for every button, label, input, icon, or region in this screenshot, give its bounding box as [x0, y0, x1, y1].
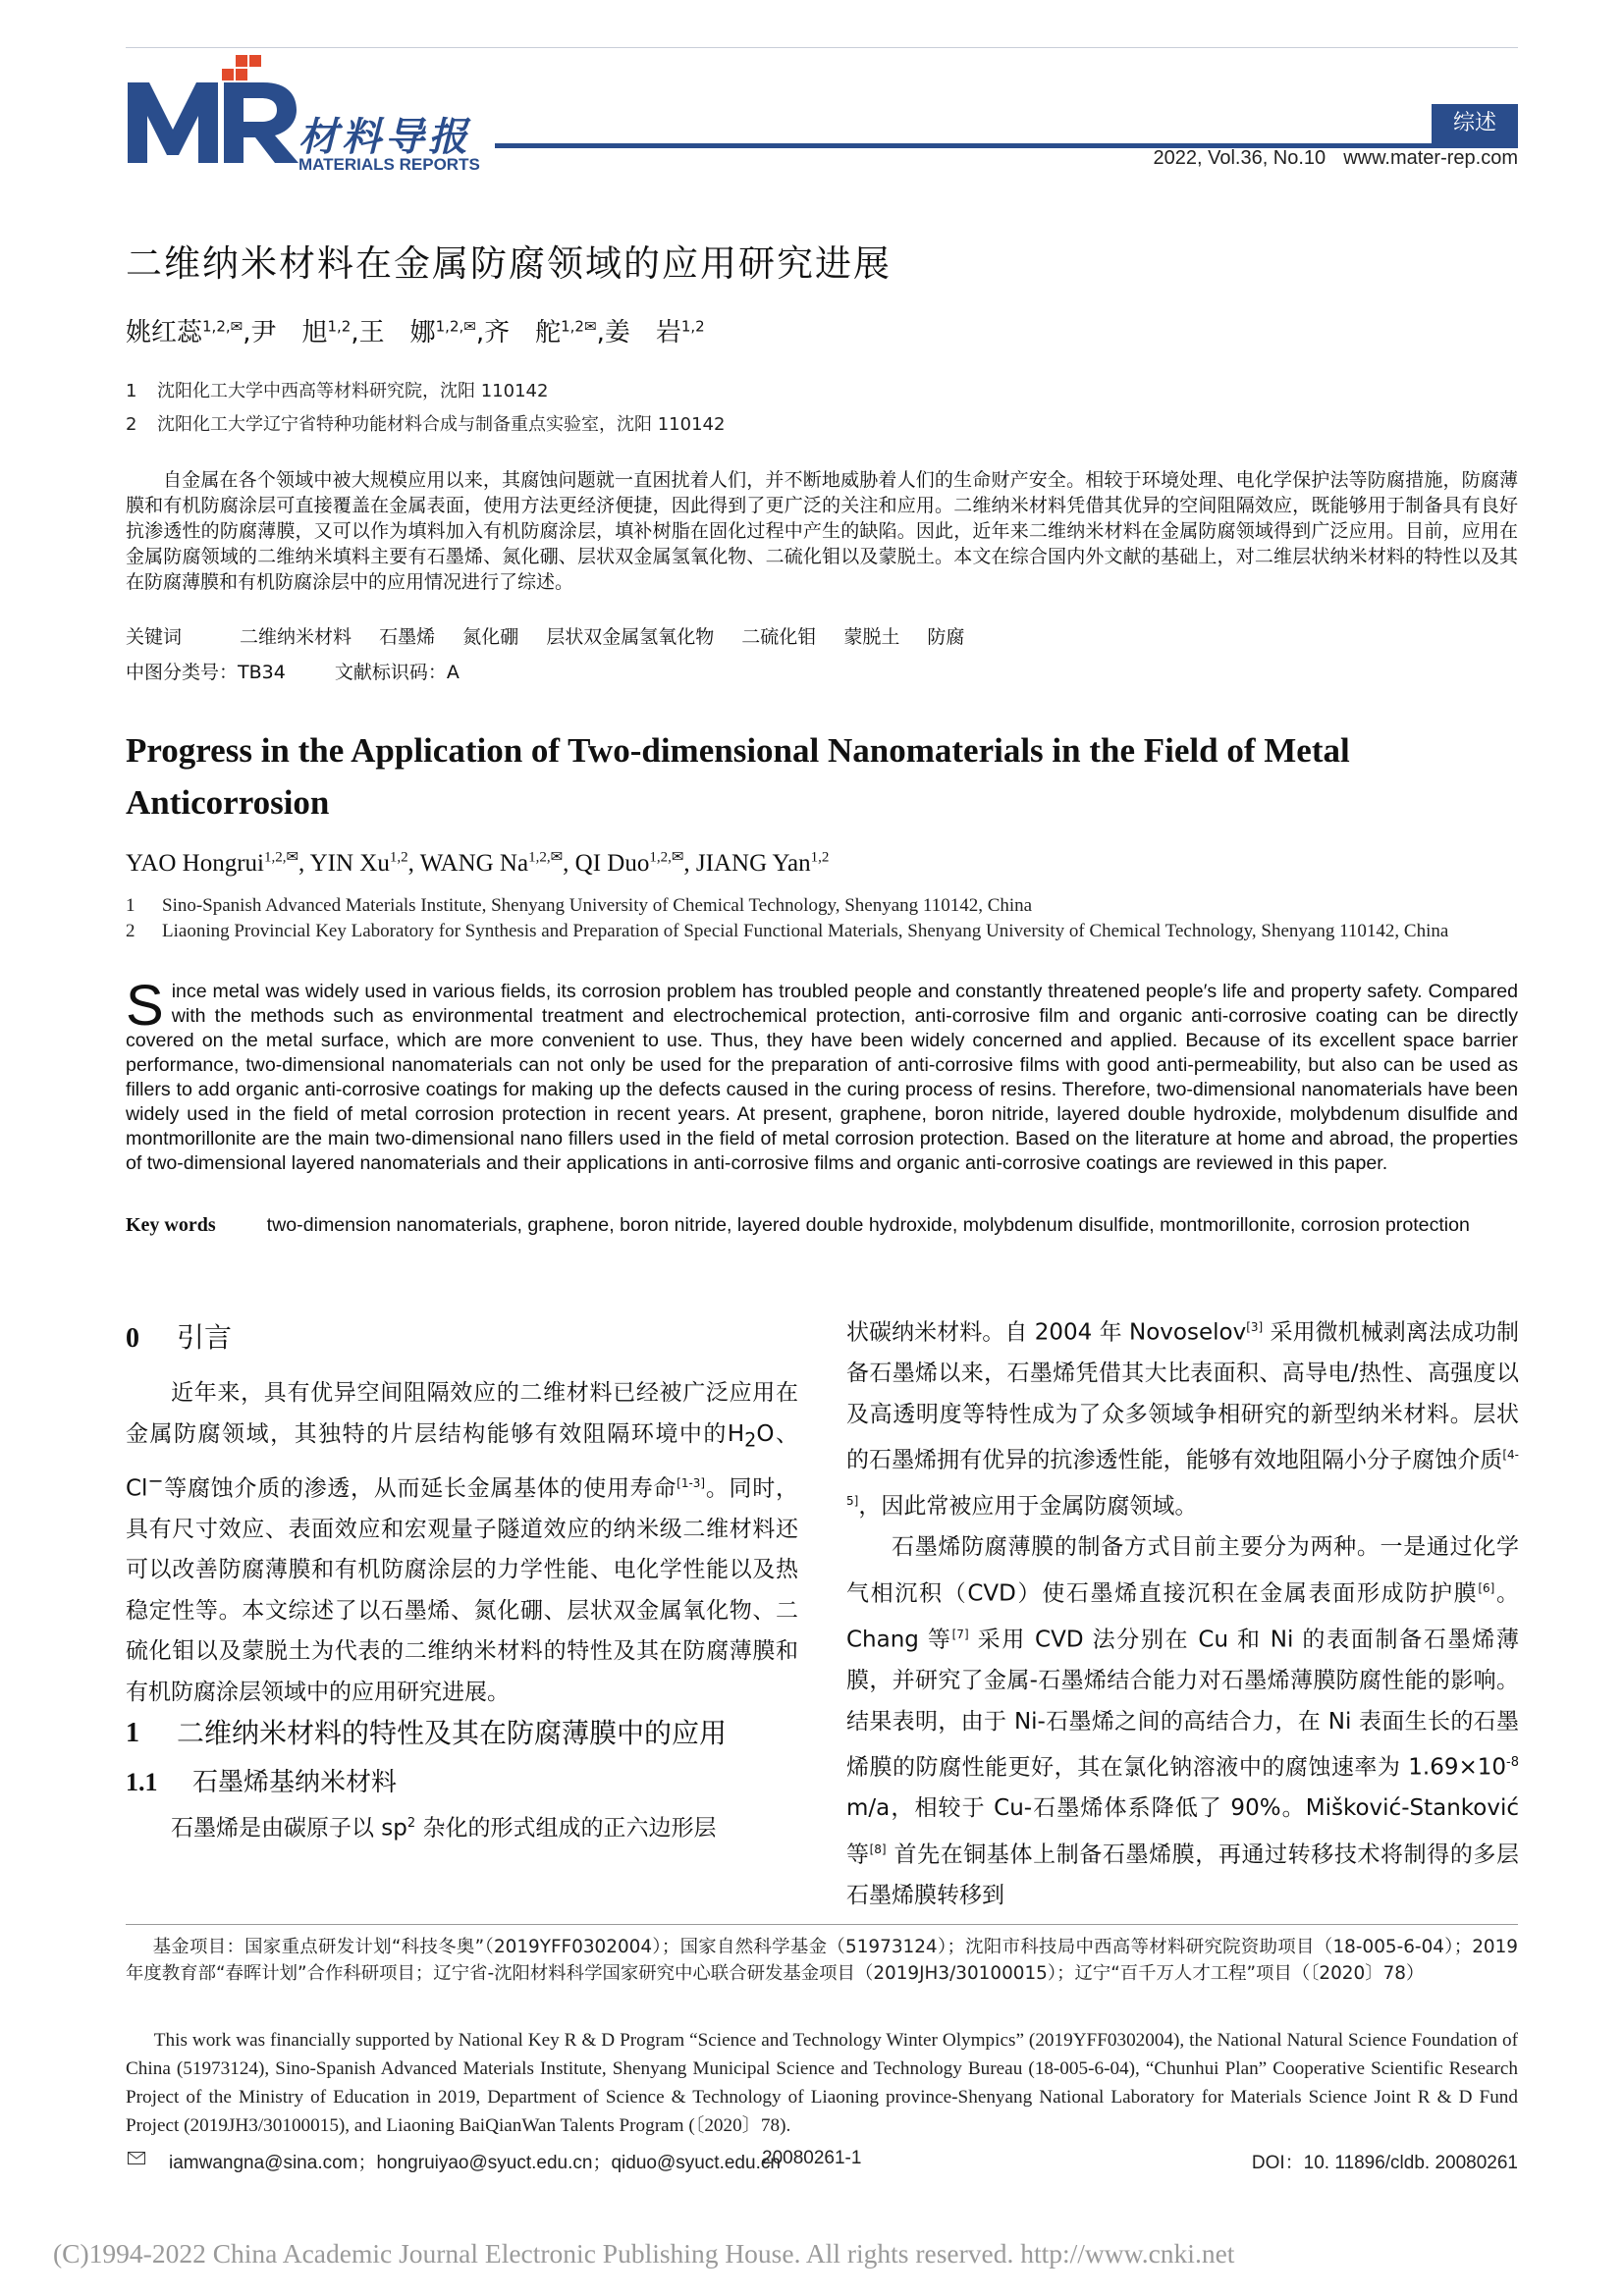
copyright-watermark: (C)1994-2022 China Academic Journal Electronic Publishing House. All rights reserved. http://www.cnki.net	[53, 2238, 1235, 2269]
section-heading-0: 0 引言	[126, 1321, 233, 1354]
author-en: QI Duo$^{1,2,✉}$,	[574, 850, 696, 878]
keyword-cn: 层状双金属氢氧化物	[546, 626, 715, 648]
doi-link[interactable]: DOI：10. 11896/cldb. 20080261	[1251, 2153, 1518, 2173]
citation-ref[interactable]: [6]	[1478, 1580, 1495, 1595]
keywords-label-cn: 关键词	[126, 626, 183, 648]
body-column-right	[846, 1308, 1519, 1917]
classification-row	[126, 658, 509, 684]
header-top-rule	[126, 47, 1518, 48]
author-en: YIN Xu$^{1,2}$,	[309, 850, 420, 878]
article-number: 20080261-1	[762, 2148, 862, 2168]
journal-name-en: MATERIALS REPORTS	[298, 155, 480, 174]
journal-info	[1135, 147, 1518, 170]
author-cn: 尹 旭$^{1,2}$,	[250, 317, 359, 347]
author-cn: 齐 舵$^{1,2✉}$,	[484, 317, 605, 347]
keyword-cn: 氮化硼	[462, 626, 519, 648]
intro-paragraph: 近年来，具有优异空间阻隔效应的二维材料已经被广泛应用在金属防腐领域，其独特的片层结构能够有效阻隔环境中的$H_2O$、Cl−等腐蚀介质的渗透，从而延长金属基体的使用寿命[1-3]。同时，具有尺寸效应、表面效应和宏观量子隧道效应的纳米级二维材料还可以改善防腐薄膜和有机防腐涂层的力学性能、电化学性能以及热稳定性等。本文综述了以石墨烯、氮化硼、层状双金属氧化物、二硫化钼以及蒙脱土为代表的二维纳米材料的特性及其在防腐薄膜和有机防腐涂层领域中的应用研究进展。	[126, 1380, 799, 1705]
abstract-en-text: ince metal was widely used in various fields, its corrosion problem has troubled people and constantly threatened people′s life and property safety. Compared with the methods such as environmental treatment and electrochemical protection, anti-corrosive film and organic anti-corrosive coating can be directly covered on the metal surface, which are more convenient to use. Thus, they have been widely concerned and applied. Because of its excellent space barrier performance, two-dimensional nanomaterials can not only be used for the preparation of anti-corrosive films with good anti-permeability, but also can be used as fillers to add organic anti-corrosive coatings for making up the defects caused in the curing process of resins. Therefore, two-dimensional nanomaterials have been widely used in the field of metal corrosion protection in recent years. At present, graphene, boron nitride, layered double hydroxide, molybdenum disulfide and montmorillonite are the main two-dimensional nano fillers used in the field of metal corrosion protection. Based on the literature at home and abroad, the properties of two-dimensional layered nanomaterials and their applications in anti-corrosive films and organic anti-corrosive coatings are reviewed in this paper.	[126, 981, 1518, 1174]
keyword-cn: 蒙脱土	[843, 626, 900, 648]
author-en: WANG $Na^{1,2,✉}$,	[419, 850, 575, 878]
abstract-dropcap: S	[126, 974, 164, 1038]
keywords-label-en: Key words	[126, 1214, 216, 1236]
keyword-cn: 石墨烯	[379, 626, 436, 648]
journal-logo-icon	[126, 53, 302, 169]
author-en: YAO Hongrui$^{1,2,✉}$,	[126, 850, 310, 878]
author-cn: 王 娜$^{1,2,✉}$,	[358, 317, 485, 347]
keywords-en-list: two-dimension nanomaterials, graphene, boron nitride, layered double hydroxide, molybdenum disulfide, montmorillonite, corrosion protection	[266, 1214, 1470, 1236]
affiliation-en-2: 2 Liaoning Provincial Key Laboratory for Synthesis and Preparation of Special Functional Materials, Shenyang University of Chemical Technology, Shenyang 110142, China	[126, 921, 1449, 941]
author-emails[interactable]: iamwangna@sina.com；hongruiyao@syuct.edu.cn；qiduo@syuct.edu.cn	[169, 2153, 781, 2173]
footnote-rule	[126, 1924, 1518, 1925]
abstract-en	[126, 974, 1518, 1176]
journal-header	[126, 47, 1518, 175]
author-en: JIANG Yan$^{1,2}$	[695, 850, 830, 878]
author-cn: 姚红蕊$^{1,2,✉}$,	[126, 317, 251, 347]
citation-ref[interactable]: [7]	[951, 1628, 969, 1642]
body-column-left	[126, 1311, 798, 1849]
funding-note-cn: 基金项目：国家重点研发计划“科技冬奥”（2019YFF0302004）；国家自然科学基金（51973124）；沈阳市科技局中西高等材料研究院资助项目（18-005-6-04）；2019 年度教育部“春晖计划”合作科研项目；辽宁省-沈阳材料科学国家研究中心联合研发基金项目（2019JH3/30100015）；辽宁“百千万人才工程”项目（〔2020〕78）	[126, 1937, 1518, 1984]
graphene-film-paragraph: 石墨烯防腐薄膜的制备方式目前主要分为两种。一是通过化学气相沉积（CVD）使石墨烯直接沉积在金属表面形成防护膜[6]。Chang 等[7] 采用 CVD 法分别在 Cu 和 Ni 的表面制备石墨烯薄膜，并研究了金属-石墨烯结合能力对石墨烯薄膜防腐性能的影响。结果表明，由于 Ni-石墨烯之间的高结合力，在 Ni 表面生长的石墨烯膜的防腐性能更好，其在氯化钠溶液中的腐蚀速率为 $1.69\times 10^{-8}$ m/a，相较于 Cu-石墨烯体系降低了 90%。Mišković-Stanković等[8] 首先在铜基体上制备石墨烯膜，再通过转移技术将制得的多层石墨烯膜转移到	[846, 1534, 1520, 1909]
volume-issue: 2022, Vol.36, No.10	[1153, 147, 1326, 169]
citation-ref[interactable]: [1-3]	[677, 1475, 706, 1490]
citation-ref[interactable]: [3]	[1246, 1320, 1264, 1334]
citation-ref[interactable]: [8]	[869, 1842, 887, 1856]
affiliation-cn-2: 2 沈阳化工大学辽宁省特种功能材料合成与制备重点实验室，沈阳 110142	[126, 414, 726, 435]
affiliation-en-1: 1 Sino-Spanish Advanced Materials Institute, Shenyang University of Chemical Technology, Shenyang 110142, China	[126, 895, 1033, 916]
graphene-paragraph-cont: 状碳纳米材料。自 2004 年 Novoselov[3] 采用微机械剥离法成功制备石墨烯以来，石墨烯凭借其大比表面积、高导电/热性、高强度以及高透明度等特性成为了众多领域争相研究的新型纳米材料。层状的石墨烯拥有优异的抗渗透性能，能够有效地阻隔小分子腐蚀介质[4-5]，因此常被应用于金属防腐领域。	[846, 1319, 1519, 1520]
keyword-cn: 二硫化钼	[741, 626, 817, 648]
section-heading-1: 1 二维纳米材料的特性及其在防腐薄膜中的应用	[126, 1717, 728, 1750]
subsection-heading-1-1: 1.1 石墨烯基纳米材料	[126, 1768, 398, 1798]
keyword-cn: 防腐	[927, 626, 965, 648]
mail-icon	[128, 2152, 145, 2164]
document-code: 文献标识码：A	[334, 662, 460, 683]
author-cn: 姜 岩$^{1,2}$	[604, 317, 705, 347]
citation-ref[interactable]: [4-5]	[846, 1448, 1519, 1509]
keyword-cn: 二维纳米材料	[240, 626, 352, 648]
journal-name-cn: 材料导报	[298, 114, 471, 160]
journal-website[interactable]: www.mater-rep.com	[1343, 147, 1518, 169]
section-tag: 综述	[1432, 104, 1518, 143]
clc-number: 中图分类号：TB34	[126, 662, 286, 683]
keywords-en	[126, 1213, 1518, 1238]
graphene-paragraph: 石墨烯是由碳原子以 $sp^2$ 杂化的形式组成的正六边形层	[171, 1815, 717, 1842]
author-list-cn	[126, 312, 705, 348]
funding-note-en: This work was financially supported by National Key R & D Program “Science and Technology Winter Olympics” (2019YFF0302004), the National Natural Science Foundation of China (51973124), Sino-Spanish Advanced Materials Institute, Shenyang Municipal Science and Technology Bureau (18-005-6-04), “Chunhui Plan” Cooperative Scientific Research Project of the Ministry of Education in 2019, Department of Science & Technology of Liaoning province-Shenyang National Laboratory for Materials Science Joint R & D Fund Project (2019JH3/30100015), and Liaoning BaiQianWan Talents Program (〔2020〕78).	[126, 2030, 1518, 2136]
abstract-cn: 自金属在各个领域中被大规模应用以来，其腐蚀问题就一直困扰着人们，并不断地威胁着人们的生命财产安全。相较于环境处理、电化学保护法等防腐措施，防腐薄膜和有机防腐涂层可直接覆盖在金属表面，使用方法更经济便捷，因此得到了更广泛的关注和应用。二维纳米材料凭借其优异的空间阻隔效应，既能够用于制备具有良好抗渗透性的防腐薄膜，又可以作为填料加入有机防腐涂层，填补树脂在固化过程中产生的缺陷。因此，近年来二维纳米材料在金属防腐领域得到广泛应用。目前，应用在金属防腐领域的二维纳米填料主要有石墨烯、氮化硼、层状双金属氢氧化物、二硫化钼以及蒙脱土。本文在综合国内外文献的基础上，对二维层状纳米材料的特性以及其在防腐薄膜和有机防腐涂层中的应用情况进行了综述。	[126, 469, 1518, 593]
author-list-en	[126, 848, 829, 878]
affiliation-cn-1: 1 沈阳化工大学中西高等材料研究院，沈阳 110142	[126, 381, 549, 401]
article-title-en: Progress in the Application of Two-dimensional Nanomaterials in the Field of Metal Anticorrosion	[126, 731, 1350, 822]
article-title-cn: 二维纳米材料在金属防腐领域的应用研究进展	[126, 242, 892, 285]
keywords-cn	[126, 622, 986, 649]
contact-row	[126, 2148, 1518, 2177]
